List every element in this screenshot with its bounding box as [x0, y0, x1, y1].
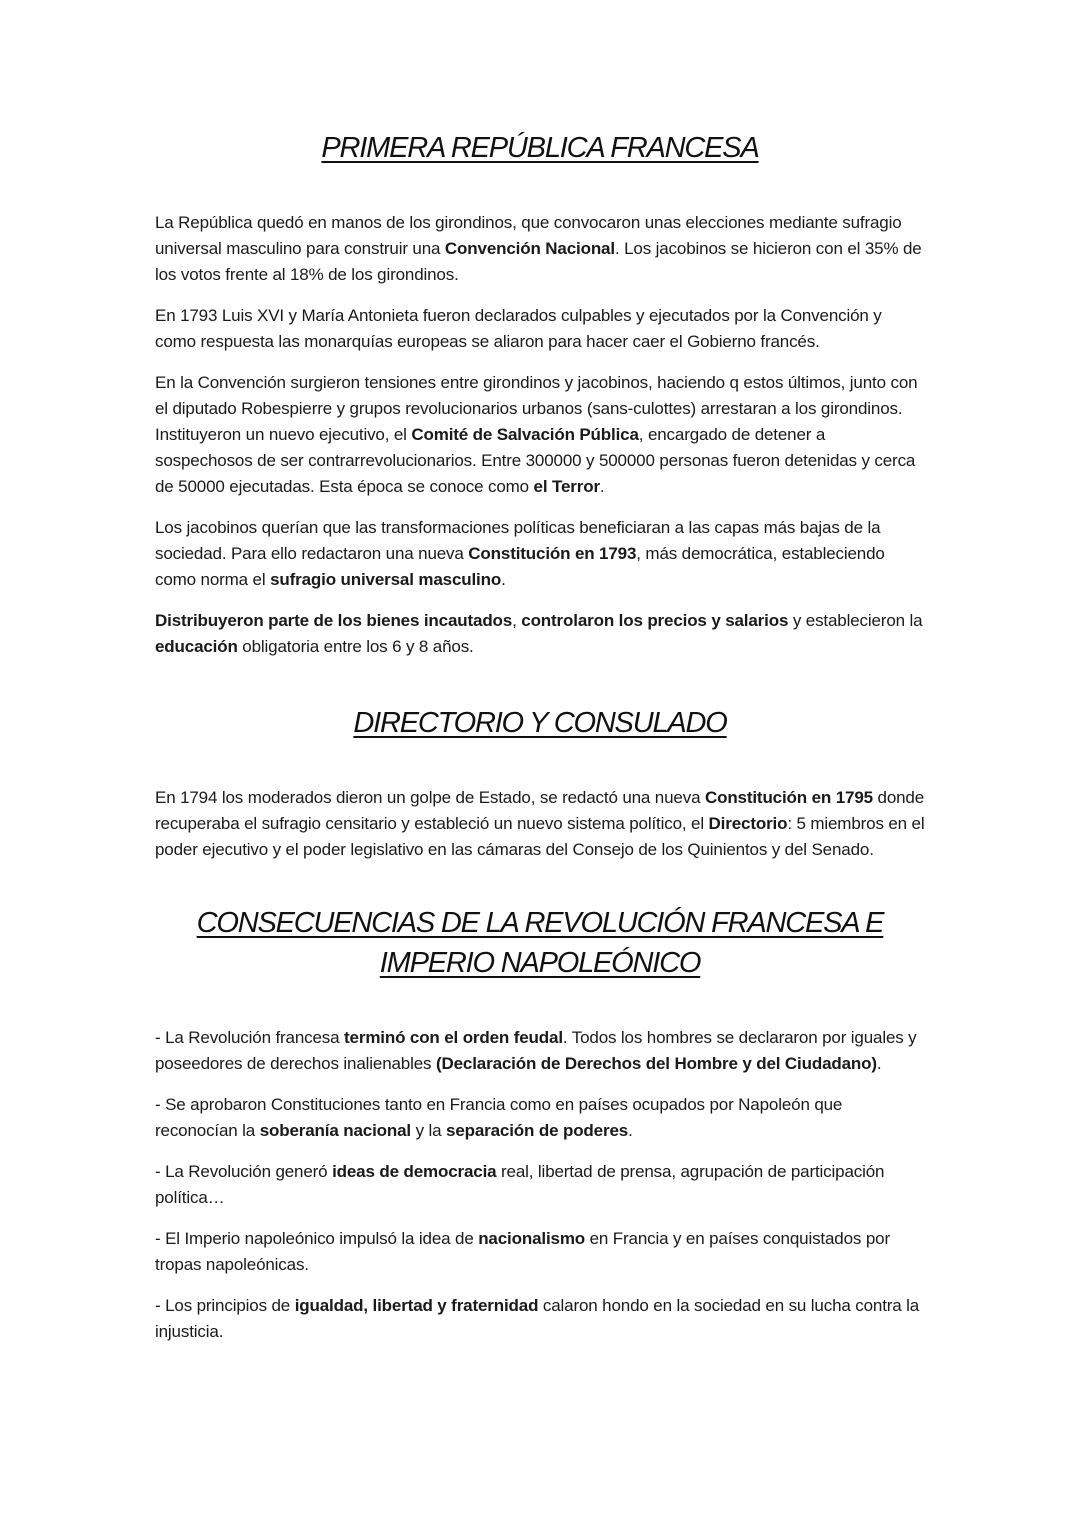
bold-text: igualdad, libertad y fraternidad: [294, 1296, 539, 1315]
paragraph: [155, 1159, 925, 1211]
text-run: : 5 miembros en el poder ejecutivo y el poder legislativo en las cámaras del Consejo de los Quinientos y del Senado.: [155, 814, 925, 859]
bold-text: soberanía nacional: [259, 1121, 411, 1140]
section-body: [155, 210, 925, 660]
paragraph: [155, 1226, 925, 1278]
text-run: , más democrática, estableciendo como norma el: [155, 544, 885, 589]
text-run: en Francia y en países conquistados por tropas napoleónicas.: [155, 1229, 890, 1274]
section-body: [155, 1025, 925, 1345]
text-run: obligatoria entre los 6 y 8 años.: [237, 637, 474, 656]
section-directorio-consulado: [155, 703, 925, 878]
text-run: Los jacobinos querían que las transformaciones políticas beneficiaran a las capas más bajas de la sociedad. Para ello redactaron una nueva: [155, 518, 881, 563]
text-run: - La Revolución generó: [155, 1162, 333, 1181]
text-run: - La Revolución francesa: [155, 1028, 345, 1047]
text-run: En 1793 Luis XVI y María Antonieta fueron declarados culpables y ejecutados por la Convención y como respuesta las monarquías europeas se aliaron para hacer caer el Gobierno francés.: [155, 306, 882, 351]
paragraph: [155, 1293, 925, 1345]
text-run: En 1794 los moderados dieron un golpe de Estado, se redactó una nueva: [155, 788, 705, 807]
text-run: y establecieron la: [788, 611, 923, 630]
bold-text: educación: [155, 637, 238, 656]
paragraph: [155, 303, 925, 355]
text-run: La República quedó en manos de los girondinos, que convocaron unas elecciones mediante sufragio universal masculino para construir una: [155, 213, 902, 258]
text-run: - Se aprobaron Constituciones tanto en Francia como en países ocupados por Napoleón que reconocían la: [155, 1095, 843, 1140]
bold-text: Directorio: [708, 814, 788, 833]
section-consecuencias: [155, 903, 925, 1360]
bold-text: Comité de Salvación Pública: [411, 425, 639, 444]
paragraph: [155, 370, 925, 500]
text-run: - Los principios de: [155, 1296, 295, 1315]
text-run: ,: [512, 611, 522, 630]
bold-text: separación de poderes: [446, 1121, 629, 1140]
bold-text: Constitución en 1795: [704, 788, 873, 807]
bold-text: Constitución en 1793: [468, 544, 637, 563]
section-title: PRIMERA REPÚBLICA FRANCESA: [321, 132, 759, 164]
text-run: .: [876, 1054, 882, 1073]
section-primera-republica: [155, 128, 925, 675]
text-run: . Los jacobinos se hicieron con el 35% de los votos frente al 18% de los girondinos.: [155, 239, 922, 284]
section-title: DIRECTORIO Y CONSULADO: [353, 707, 727, 739]
bold-text: el Terror: [533, 477, 600, 496]
bold-text: Distribuyeron parte de los bienes incautados: [155, 611, 513, 630]
bold-text: (Declaración de Derechos del Hombre y del Ciudadano): [435, 1054, 877, 1073]
text-run: .: [501, 570, 506, 589]
paragraph: [155, 608, 925, 660]
bold-text: ideas de democracia: [332, 1162, 497, 1181]
bold-text: terminó con el orden feudal: [344, 1028, 563, 1047]
paragraph: [155, 210, 925, 288]
paragraph: [155, 1025, 925, 1077]
paragraph: [155, 515, 925, 593]
paragraph: [155, 785, 925, 863]
bold-text: controlaron los precios y salarios: [521, 611, 789, 630]
bold-text: Convención Nacional: [444, 239, 615, 258]
bold-text: nacionalismo: [478, 1229, 586, 1248]
text-run: y la: [411, 1121, 447, 1140]
bold-text: sufragio universal masculino: [270, 570, 502, 589]
paragraph: [155, 1092, 925, 1144]
text-run: .: [599, 477, 605, 496]
text-run: , encargado de detener a sospechosos de ser contrarrevolucionarios. Entre 300000 y 500000 personas fueron detenidas y cerca de 50000 ejecutadas. Esta época se conoce como: [155, 425, 916, 496]
text-run: . Todos los hombres se declararon por iguales y poseedores de derechos inalienables: [155, 1028, 917, 1073]
section-body: [155, 785, 925, 863]
section-title: CONSECUENCIAS DE LA REVOLUCIÓN FRANCESA E IMPERIO NAPOLEÓNICO: [196, 907, 884, 979]
text-run: .: [628, 1121, 633, 1140]
text-run: real, libertad de prensa, agrupación de participación política…: [155, 1162, 885, 1207]
text-run: calaron hondo en la sociedad en su lucha contra la injusticia.: [155, 1296, 920, 1341]
text-run: donde recuperaba el sufragio censitario y estableció un nuevo sistema político, el: [155, 788, 925, 833]
text-run: En la Convención surgieron tensiones entre girondinos y jacobinos, haciendo q estos últimos, junto con el diputado Robespierre y grupos revolucionarios urbanos (sans-culottes) arrestaran a los girondinos. Instituyeron un nuevo ejecutivo, el: [155, 373, 918, 444]
text-run: - El Imperio napoleónico impulsó la idea de: [155, 1229, 479, 1248]
